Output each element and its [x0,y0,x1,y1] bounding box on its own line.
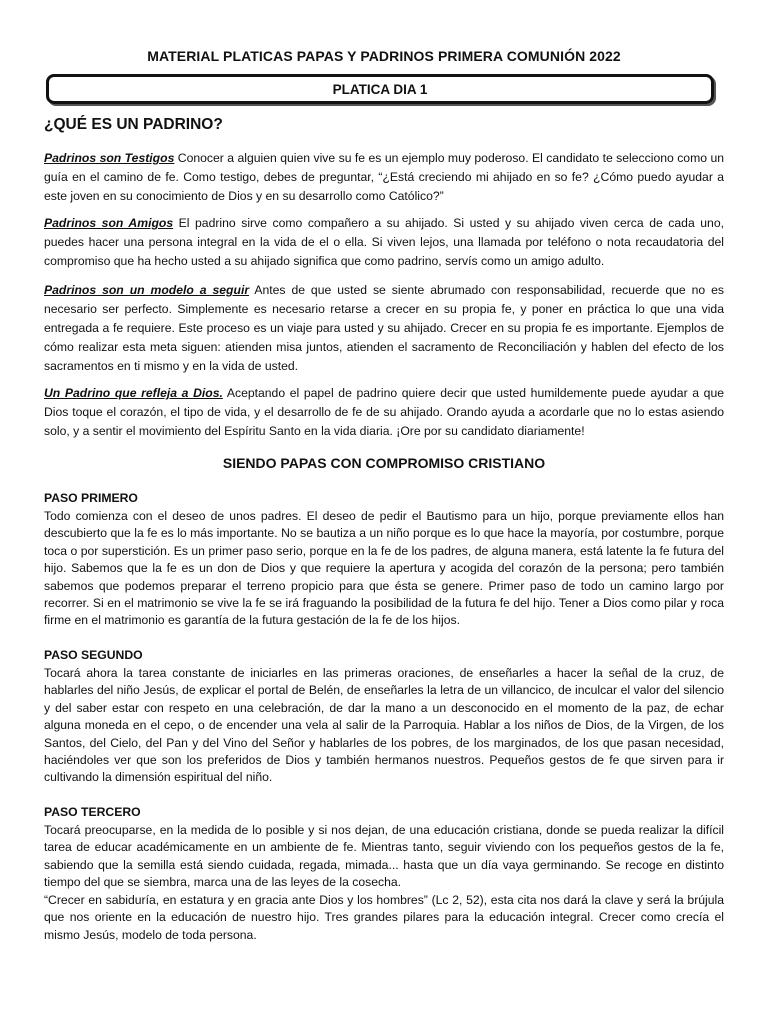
paragraph-text: Aceptando el papel de padrino quiere decir que usted humildemente puede ayudar a que Dios toque el corazón, el tipo de vida, y el desarrollo de fe de su ahijado. Orando ayuda a acordarle que no lo estas asiendo solo, y a sentir el movimiento del Espíritu Santo en la vida diaria. ¡Ore por su candidato diariamente! [44,386,724,438]
step-text-quote: “Crecer en sabiduría, en estatura y en gracia ante Dios y los hombres” (Lc 2, 52), esta cita nos dará la clave y será la brújula que nos oriente en la educación de nuestro hijo. Tres grandes pilares para la educación integral. Crecer como crecía el mismo Jesús, modelo de toda persona. [44,893,724,942]
day-label: PLATICA DIA 1 [332,81,428,97]
step-title: PASO PRIMERO [44,491,138,505]
document-title: MATERIAL PLATICAS PAPAS Y PADRINOS PRIMERA COMUNIÓN 2022 [147,48,621,64]
step-text: Tocará preocuparse, en la medida de lo posible y si nos dejan, de una educación cristiana, donde se pueda realizar la difícil tarea de educar académicamente en un ambiente de fe. Mientras tanto, seguir viviendo con los pequeños gestos de la fe, sabiendo que la semilla está siendo cuidada, regada, mimada... hasta que un día vaya germinando. Se recoge en distinto tiempo del que se siembra, marca una de las leyes de la cosecha. [44,823,724,890]
paragraph-lead: Padrinos son Testigos [44,151,175,165]
paragraph-modelo [44,281,724,376]
day-label-box [46,74,714,104]
paragraph-lead: Padrinos son un modelo a seguir [44,283,250,297]
paragraph-amigos [44,214,724,271]
paragraph-testigos [44,149,724,206]
paragraph-lead: Padrinos son Amigos [44,216,174,230]
paragraph-text: Antes de que usted se siente abrumado con responsabilidad, recuerde que no es necesario ser perfecto. Simplemente es necesario retarse a crecer en su propia fe, y poner en práctica lo que una vida entregada a fe requiere. Este proceso es un viaje para usted y su ahijado. Crecer en su propia fe es importante. Ejemplos de cómo realizar esta meta siguen: atienden misa juntos, atienden el sacramento de Reconciliación y hablen del efecto de los sacramentos en ti mismo y en la vida de usted. [44,283,724,373]
section-heading-padrino: ¿QUÉ ES UN PADRINO? [44,116,223,133]
paragraph-text: Conocer a alguien quien vive su fe es un ejemplo muy poderoso. El candidato te selecciono como un guía en el camino de fe. Como testigo, debes de preguntar, “¿Está creciendo mi ahijado en so fe? ¿Cómo puedo ayudar a este joven en su conocimiento de Dios y en su desarrollo como Católico?” [44,151,725,203]
paragraph-refleja [44,384,724,441]
paragraph-text: El padrino sirve como compañero a su ahijado. Si usted y su ahijado viven cerca de cada uno, puedes hacer una persona integral en la vida de el o ella. Si viven lejos, una llamada por teléfono o nota recaudatoria del compromiso que ha hecho usted a su ahijado significa que como padrino, servís como un amigo adulto. [44,216,724,268]
paragraph-lead: Un Padrino que refleja a Dios. [44,386,223,400]
step-text: Todo comienza con el deseo de unos padres. El deseo de pedir el Bautismo para un hijo, porque previamente ellos han descubierto que la fe es lo más importante. No se bautiza a un niño porque es lo que hace la mayoría, por costumbre, porque toca o por superstición. Es un primer paso serio, porque en la fe de los padres, de alguna manera, está latente la fe futura del hijo. Sabemos que la fe es un don de Dios y que requiere la apertura y acogida del corazón de la persona; pero también sabemos que podemos preparar el terreno propicio para que ésta se genere. Primer paso de todo un camino largo por recorrer. Si en el matrimonio se vive la fe se irá fraguando la posibilidad de la futura fe del hijo. Tener a Dios como pilar y roca firme en el matrimonio es garantía de la futura gestación de la fe de los hijos. [44,509,724,628]
step-text: Tocará ahora la tarea constante de iniciarles en las primeras oraciones, de enseñarles a hacer la señal de la cruz, de hablarles del niño Jesús, de explicar el portal de Belén, de enseñarles la letra de un villancico, de inculcar el valor del silencio y del saber estar con respeto en una celebración, de dar la mano a un desconocido en el momento de la paz, de echar alguna moneda en el cepo, o de encender una vela al salir de la Parroquia. Hablar a los niños de Dios, de la Virgen, de los Santos, del Cielo, del Pan y del Vino del Señor y hablarles de los pobres, de los marginados, de los que pasan necesidad, haciéndoles ver que son los preferidos de Dios y también hermanos nuestros. Pequeños gestos de fe que sirven para ir cultivando la dimensión espiritual del niño. [44,666,724,785]
section-heading-papas: SIENDO PAPAS CON COMPROMISO CRISTIANO [222,455,546,471]
step-title: PASO TERCERO [44,805,141,819]
step-title: PASO SEGUNDO [44,648,143,662]
